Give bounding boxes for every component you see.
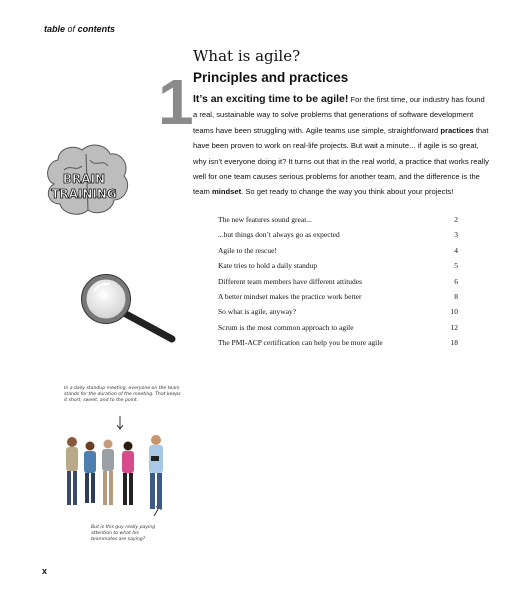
toc-entry-title: ...but things don’t always go as expected	[218, 230, 340, 240]
toc-entry-page: 2	[454, 215, 458, 224]
intro-text-1: For the first time, our industry has found a real, sustainable way to solve problems that generations of software development teams have been struggling with. Agile teams use simple, straightforward	[193, 95, 485, 135]
brain-training-icon	[40, 140, 132, 230]
intro-text-3: . So get ready to change the way you think about your projects!	[241, 187, 454, 197]
toc-entry-page: 4	[454, 245, 458, 255]
standup-annotation: In a daily standup meeting, everyone on the team stands for the duration of the meeting. That keeps it short, sweet, and to the point.	[64, 386, 181, 404]
toc-entry-title: Scrum is the most common approach to agile	[218, 322, 354, 332]
toc-entry-page: 3	[454, 230, 458, 240]
chapter-intro	[193, 92, 489, 200]
toc-entry-title: Agile to the rescue!	[218, 245, 277, 255]
header-prefix: table	[44, 24, 66, 34]
magnifying-glass-icon	[78, 273, 178, 343]
toc-entry[interactable]	[218, 289, 458, 304]
page-number: x	[42, 566, 48, 576]
toc-entry-title: The PMI-ACP certification can help you be more agile	[218, 338, 383, 348]
chapter-kicker: What is agile?	[193, 47, 301, 65]
toc-entry[interactable]	[218, 243, 458, 258]
toc-entry-title: Different team members have different attitudes	[218, 276, 363, 286]
intro-bold-practices: practices	[440, 125, 474, 135]
intro-bold-mindset: mindset	[212, 187, 242, 197]
toc-entry-page: 5	[454, 261, 458, 271]
toc-entry[interactable]	[218, 304, 458, 319]
toc-entry-page: 6	[454, 276, 458, 286]
brain-badge-line2: TRAINING	[51, 187, 117, 201]
brain-badge-line1: BRAIN	[62, 172, 106, 186]
toc-entry[interactable]	[218, 258, 458, 273]
intro-lead: It’s an exciting time to be agile!	[193, 93, 349, 105]
toc-entry-page: 12	[450, 322, 458, 332]
toc-list	[218, 212, 458, 351]
header-middle: of	[67, 24, 76, 34]
toc-entry-title: The new features sound great...	[218, 215, 312, 224]
toc-entry-page: 10	[450, 307, 458, 317]
toc-entry-title: Kate tries to hold a daily standup	[218, 261, 318, 271]
running-header	[44, 24, 115, 34]
toc-entry-page: 18	[450, 338, 458, 348]
chapter-title: Principles and practices	[193, 70, 349, 85]
toc-entry[interactable]	[218, 274, 458, 289]
toc-entry-page: 8	[454, 291, 458, 301]
header-suffix: contents	[77, 24, 116, 34]
toc-entry[interactable]	[218, 212, 458, 227]
toc-entry-title: A better mindset makes the practice work better	[218, 291, 362, 301]
toc-entry[interactable]	[218, 335, 458, 350]
toc-entry-title: So what is agile, anyway?	[218, 307, 297, 317]
toc-entry[interactable]	[218, 227, 458, 242]
team-standup-illustration	[58, 416, 188, 518]
toc-entry[interactable]	[218, 320, 458, 335]
chapter-number: 1	[158, 66, 192, 138]
listener-annotation: But is this guy really paying attention to what his teammates are saying?	[91, 525, 156, 543]
intro-text-2: that have been proven to work on real-life projects. But wait a minute... if agile is so great, why isn’t everyone doing it? It turns out that in the real world, a practice that works really well for one team causes serious problems for another team, and the difference is the team	[193, 125, 489, 197]
